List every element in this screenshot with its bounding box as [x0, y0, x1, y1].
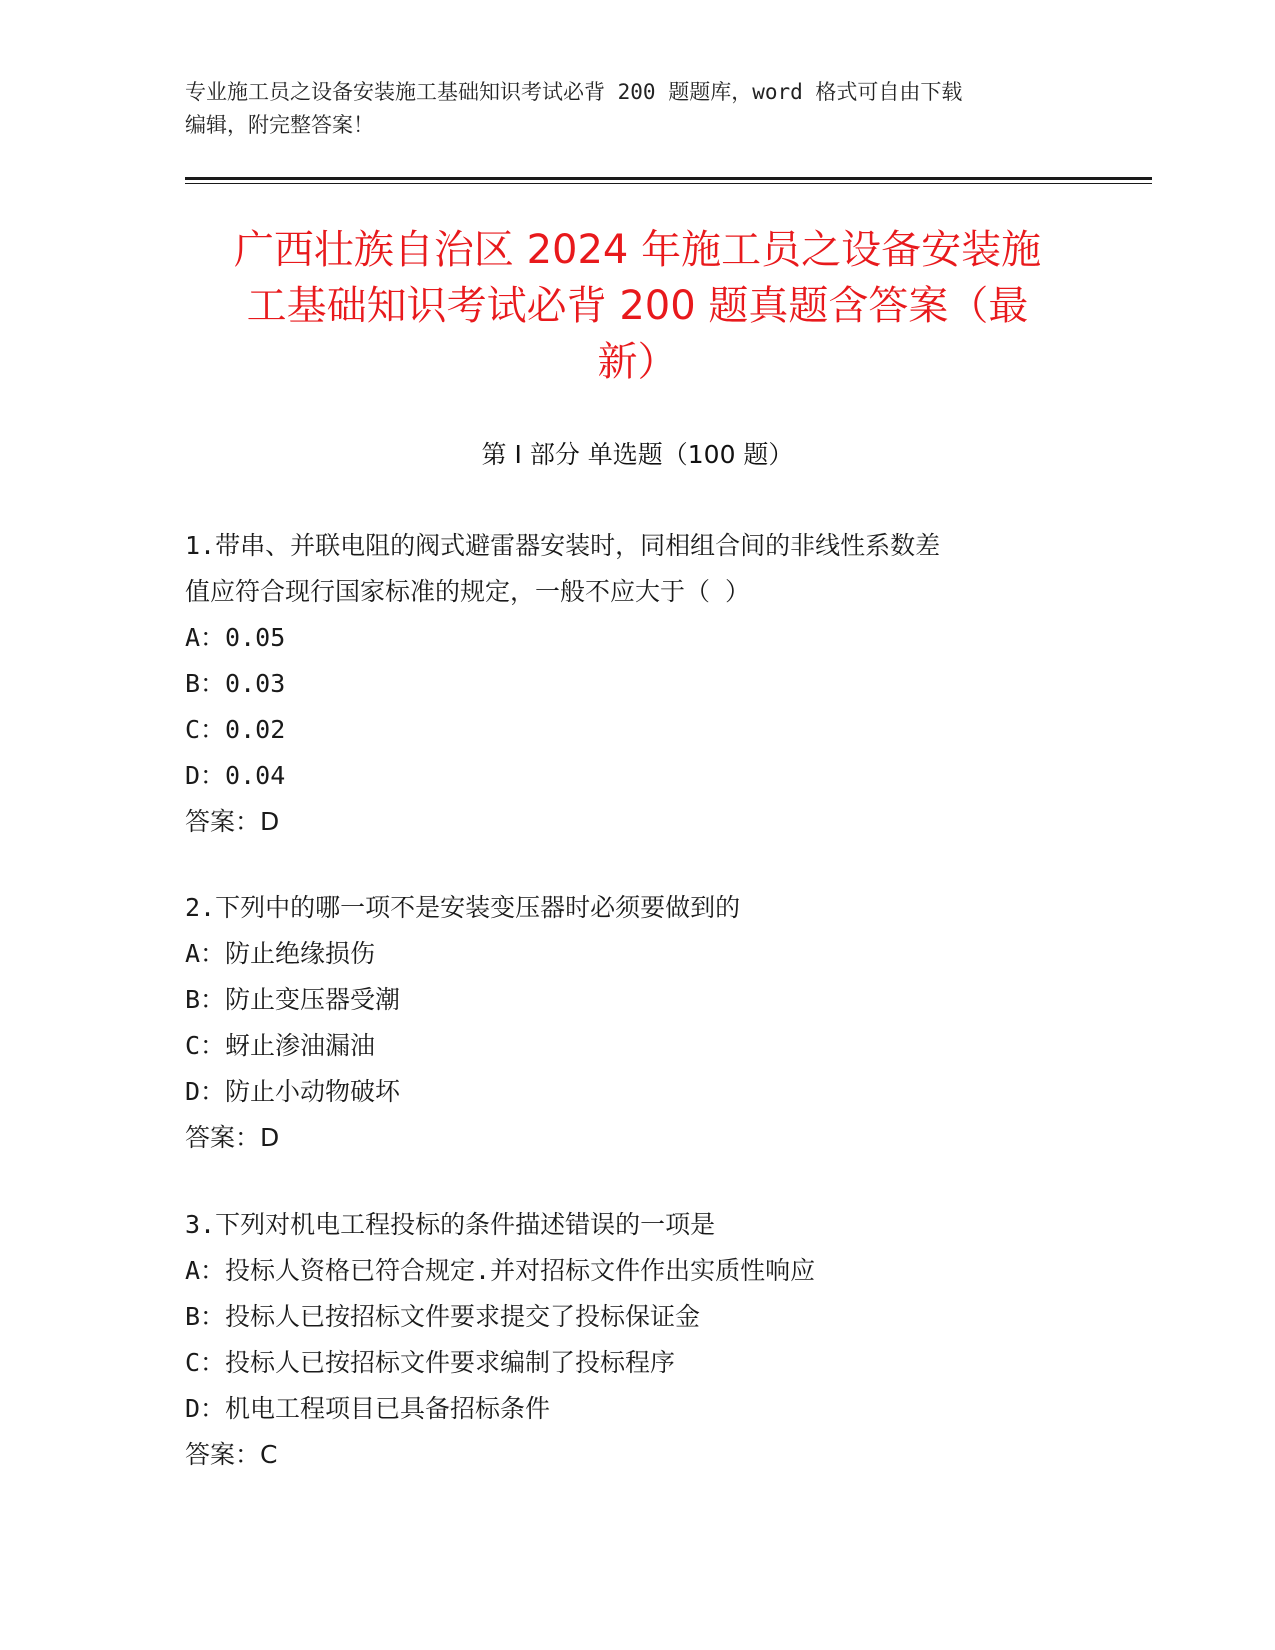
document-title-line-2: 工基础知识考试必背 200 题真题含答案（最	[246, 283, 1029, 329]
header-note	[185, 76, 1085, 142]
answer-line: 答案：D	[185, 807, 280, 836]
section-heading: 第 I 部分 单选题（100 题）	[481, 440, 794, 469]
option-d: D：0.04	[185, 761, 286, 790]
option-a: A：防止绝缘损伤	[185, 939, 376, 968]
option-c: C：0.02	[185, 715, 286, 744]
question-stem-line: 3.下列对机电工程投标的条件描述错误的一项是	[185, 1210, 716, 1239]
document-title	[180, 222, 1095, 390]
option-c: C：投标人已按招标文件要求编制了投标程序	[185, 1348, 676, 1377]
answer-line: 答案：C	[185, 1440, 278, 1469]
answer-line: 答案：D	[185, 1123, 280, 1152]
document-title-line-1: 广西壮族自治区 2024 年施工员之设备安装施	[233, 227, 1042, 273]
header-note-line-2: 编辑，附完整答案！	[185, 113, 374, 137]
option-a: A：投标人资格已符合规定.并对招标文件作出实质性响应	[185, 1256, 816, 1285]
option-b: B：0.03	[185, 669, 286, 698]
option-d: D：机电工程项目已具备招标条件	[185, 1394, 551, 1423]
header-divider-thin	[185, 183, 1152, 184]
document-title-line-3: 新）	[597, 339, 678, 385]
option-d: D：防止小动物破坏	[185, 1077, 401, 1106]
header-note-line-1: 专业施工员之设备安装施工基础知识考试必背 200 题题库，word 格式可自由下载	[185, 80, 963, 104]
question-stem-line: 值应符合现行国家标准的规定，一般不应大于（ ）	[185, 577, 751, 606]
question-stem-line: 1.带串、并联电阻的阀式避雷器安装时，同相组合间的非线性系数差	[185, 531, 941, 560]
option-a: A：0.05	[185, 623, 286, 652]
option-b: B：防止变压器受潮	[185, 985, 401, 1014]
question-1	[185, 523, 1085, 845]
header-divider-thick	[185, 177, 1152, 180]
question-stem-line: 2.下列中的哪一项不是安装变压器时必须要做到的	[185, 893, 741, 922]
option-b: B：投标人已按招标文件要求提交了投标保证金	[185, 1302, 701, 1331]
question-2	[185, 885, 1085, 1161]
option-c: C：蚜止渗油漏油	[185, 1031, 376, 1060]
question-3	[185, 1202, 1085, 1478]
